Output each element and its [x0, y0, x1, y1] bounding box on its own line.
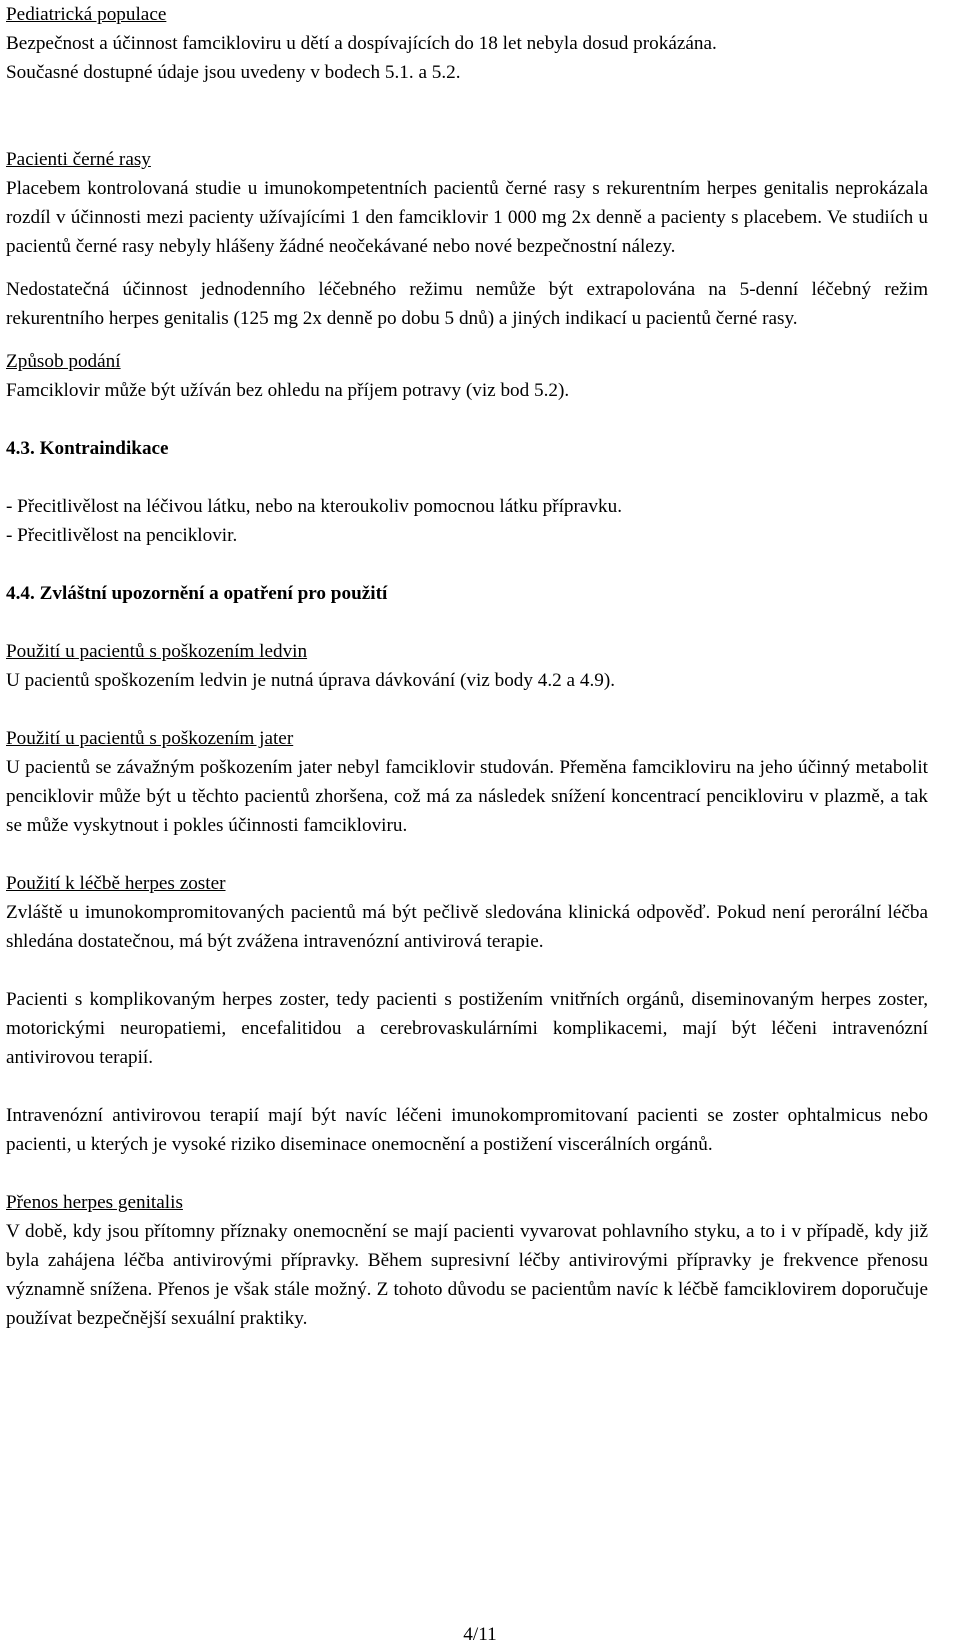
- contraindication-item-1: - Přecitlivělost na léčivou látku, nebo na kteroukoliv pomocnou látku přípravku.: [6, 496, 622, 517]
- heading-zoster: Použití k léčbě herpes zoster: [6, 873, 226, 894]
- document-page: [6, 0, 928, 1333]
- spacer: [6, 840, 928, 869]
- spacer: [6, 405, 928, 434]
- contraindication-item-2: - Přecitlivělost na penciklovir.: [6, 525, 238, 546]
- spacer: [6, 1072, 928, 1101]
- section-pediatric: [6, 0, 928, 87]
- heading-hepatic: Použití u pacientů s poškozením jater: [6, 728, 294, 749]
- heading-administration: Způsob podání: [6, 351, 121, 372]
- spacer: [6, 608, 928, 637]
- section-contraindications: [6, 434, 928, 550]
- pediatric-line-1: Bezpečnost a účinnost famcikloviru u dětí a dospívajících do 18 let nebyla dosud prokázána.: [6, 33, 717, 54]
- heading-warnings: 4.4. Zvláštní upozornění a opatření pro použití: [6, 583, 388, 604]
- heading-transmission: Přenos herpes genitalis: [6, 1192, 183, 1213]
- black-patients-para-1: Placebem kontrolovaná studie u imunokompetentních pacientů černé rasy s rekurentním herpes genitalis neprokázala rozdíl v účinnosti mezi pacienty užívajícími 1 den famciklovir 1 000 mg 2x denně a pacienty s placebem. Ve studiích u pacientů černé rasy nebyly hlášeny žádné neočekávané nebo nové bezpečnostní nálezy.: [6, 178, 928, 257]
- spacer: [6, 695, 928, 724]
- spacer: [6, 261, 928, 275]
- spacer: [6, 87, 928, 145]
- zoster-para-1: Zvláště u imunokompromitovaných pacientů má být pečlivě sledována klinická odpověď. Pokud není perorální léčba shledána dostatečnou, má být zvážena intravenózní antivirová terapie.: [6, 902, 928, 952]
- hepatic-text: U pacientů se závažným poškozením jater nebyl famciklovir studován. Přeměna famcikloviru na jeho účinný metabolit penciklovir může být u těchto pacientů zhoršena, což má za následek snížení koncentrací pencikloviru v plazmě, a tak se může vyskytnout i pokles účinnosti famcikloviru.: [6, 757, 928, 836]
- heading-pediatric: Pediatrická populace: [6, 4, 167, 25]
- pediatric-line-2: Současné dostupné údaje jsou uvedeny v bodech 5.1. a 5.2.: [6, 62, 461, 83]
- section-black-patients: [6, 145, 928, 333]
- section-warnings: [6, 579, 928, 1333]
- heading-renal: Použití u pacientů s poškozením ledvin: [6, 641, 308, 662]
- section-administration: [6, 347, 928, 405]
- spacer: [6, 463, 928, 492]
- administration-text: Famciklovir může být užíván bez ohledu na příjem potravy (viz bod 5.2).: [6, 380, 570, 401]
- zoster-para-2: Pacienti s komplikovaným herpes zoster, tedy pacienti s postižením vnitřních orgánů, diseminovaným herpes zoster, motorickými neuropatiemi, encefalitidou a cerebrovaskulárními komplikacemi, mají být léčeni intravenózní antivirovou terapií.: [6, 989, 928, 1068]
- spacer: [6, 956, 928, 985]
- transmission-text: V době, kdy jsou přítomny příznaky onemocnění se mají pacienti vyvarovat pohlavního styku, a to i v případě, kdy již byla zahájena léčba antivirovými přípravky. Během supresivní léčby antivirovými přípravky je frekvence přenosu významně snížena. Přenos je však stále možný. Z tohoto důvodu se pacientům navíc k léčbě famciklovirem doporučuje používat bezpečnější sexuální praktiky.: [6, 1221, 928, 1329]
- page-number: 4/11: [463, 1624, 497, 1645]
- spacer: [6, 333, 928, 347]
- spacer: [6, 550, 928, 579]
- zoster-para-3: Intravenózní antivirovou terapií mají být navíc léčeni imunokompromitovaní pacienti se zoster ophtalmicus nebo pacienti, u kterých je vysoké riziko diseminace onemocnění a postižení viscerálních orgánů.: [6, 1105, 928, 1155]
- heading-contraindications: 4.3. Kontraindikace: [6, 438, 169, 459]
- black-patients-para-2: Nedostatečná účinnost jednodenního léčebného režimu nemůže být extrapolována na 5-denní léčebný režim rekurentního herpes genitalis (125 mg 2x denně po dobu 5 dnů) a jiných indikací u pacientů černé rasy.: [6, 279, 928, 329]
- heading-black-patients: Pacienti černé rasy: [6, 149, 151, 170]
- spacer: [6, 1159, 928, 1188]
- renal-text: U pacientů spoškozením ledvin je nutná úprava dávkování (viz body 4.2 a 4.9).: [6, 670, 616, 691]
